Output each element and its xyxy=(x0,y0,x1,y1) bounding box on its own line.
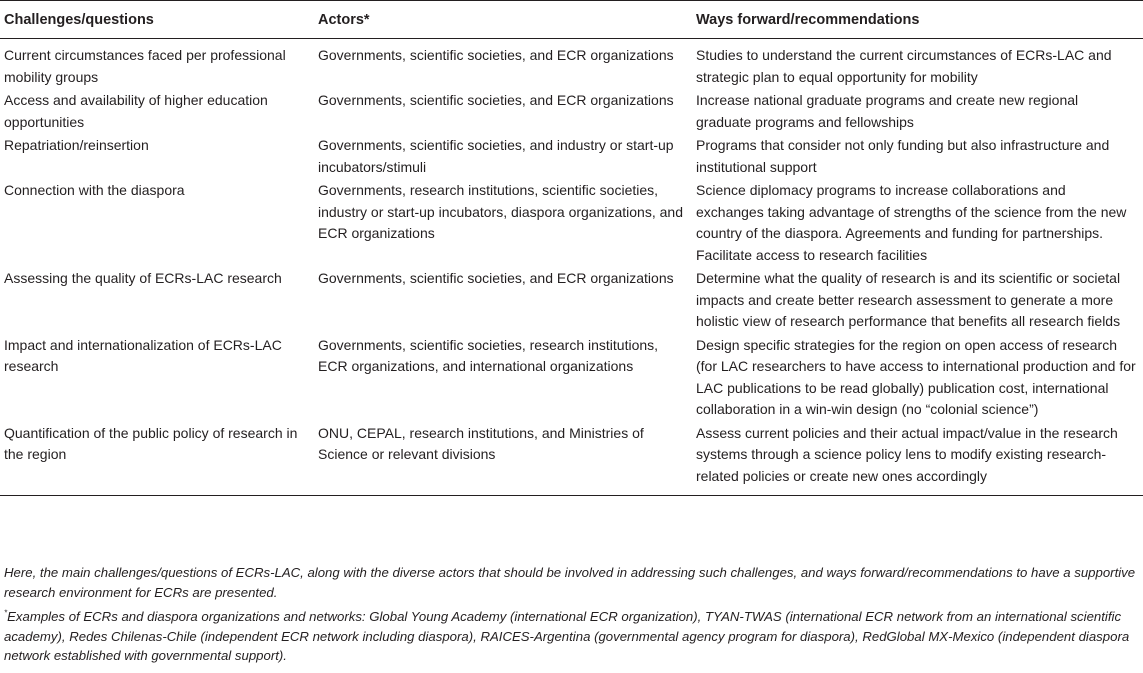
header-actors: Actors* xyxy=(318,12,370,28)
cell-recommendation: Determine what the quality of research is and its scientific or societal impacts and create better research assessment to generate a more holistic view of research performance that benefits all research fields xyxy=(696,270,1121,329)
table-row xyxy=(0,268,1143,335)
cell-recommendation: Design specific strategies for the region on open access of research (for LAC researchers to have access to international production and for LAC publications to be read globally) publication cost, international collaboration in a win-win design (no “colonial science”) xyxy=(696,336,1136,417)
cell-challenge: Impact and internationalization of ECRs-LAC research xyxy=(4,336,282,374)
footnote-text: Examples of ECRs and diaspora organizations and networks: Global Young Academy (international ECR organization), TYAN-TWAS (international ECR network from an international scientific academy), Redes Chilenas-Chile (independent ECR network including diaspora), RAICES-Argentina (governmental agency program for diaspora), RedGlobal MX-Mexico (independent diaspora network established with governmental support). xyxy=(4,609,1130,663)
cell-challenge: Quantification of the public policy of research in the region xyxy=(4,424,298,462)
cell-actors: Governments, scientific societies, research institutions, ECR organizations, and international organizations xyxy=(318,336,659,374)
cell-recommendation: Increase national graduate programs and create new regional graduate programs and fellowships xyxy=(696,92,1079,130)
cell-challenge: Access and availability of higher education opportunities xyxy=(4,92,268,130)
table-header-row xyxy=(0,1,1143,39)
cell-actors: Governments, scientific societies, and industry or start-up incubators/stimuli xyxy=(318,137,674,175)
header-recommendations: Ways forward/recommendations xyxy=(696,12,920,28)
cell-actors: Governments, scientific societies, and ECR organizations xyxy=(318,270,674,286)
cell-actors: Governments, research institutions, scientific societies, industry or start-up incubators, diaspora organizations, and ECR organizations xyxy=(318,182,683,241)
cell-actors: Governments, scientific societies, and ECR organizations xyxy=(318,92,674,108)
cell-challenge: Repatriation/reinsertion xyxy=(4,137,149,153)
table-footnote xyxy=(4,607,1139,666)
table-row xyxy=(0,39,1143,91)
cell-challenge: Assessing the quality of ECRs-LAC research xyxy=(4,270,282,286)
cell-recommendation: Studies to understand the current circumstances of ECRs-LAC and strategic plan to equal opportunity for mobility xyxy=(696,47,1112,85)
table-notes xyxy=(4,563,1139,666)
table-summary-note: Here, the main challenges/questions of ECRs-LAC, along with the diverse actors that should be involved in addressing such challenges, and ways forward/recommendations to have a supportive research environment for ECRs are presented. xyxy=(4,565,1136,600)
table-row xyxy=(0,423,1143,496)
cell-actors: Governments, scientific societies, and ECR organizations xyxy=(318,47,674,63)
cell-challenge: Connection with the diaspora xyxy=(4,182,185,198)
table-row xyxy=(0,335,1143,423)
cell-challenge: Current circumstances faced per professional mobility groups xyxy=(4,47,286,85)
header-challenges: Challenges/questions xyxy=(4,12,154,28)
table-row xyxy=(0,90,1143,135)
cell-actors: ONU, CEPAL, research institutions, and Ministries of Science or relevant divisions xyxy=(318,424,644,462)
cell-recommendation: Science diplomacy programs to increase collaborations and exchanges taking advantage of strengths of the science from the new country of the diaspora. Agreements and funding for partnerships. Facilitate access to research facilities xyxy=(696,182,1127,263)
table-row xyxy=(0,180,1143,268)
cell-recommendation: Programs that consider not only funding but also infrastructure and institutional support xyxy=(696,137,1110,175)
table-row xyxy=(0,135,1143,180)
footnote-marker: * xyxy=(4,608,8,618)
cell-recommendation: Assess current policies and their actual impact/value in the research systems through a science policy lens to modify existing research-related policies or create new ones accordingly xyxy=(696,424,1118,484)
